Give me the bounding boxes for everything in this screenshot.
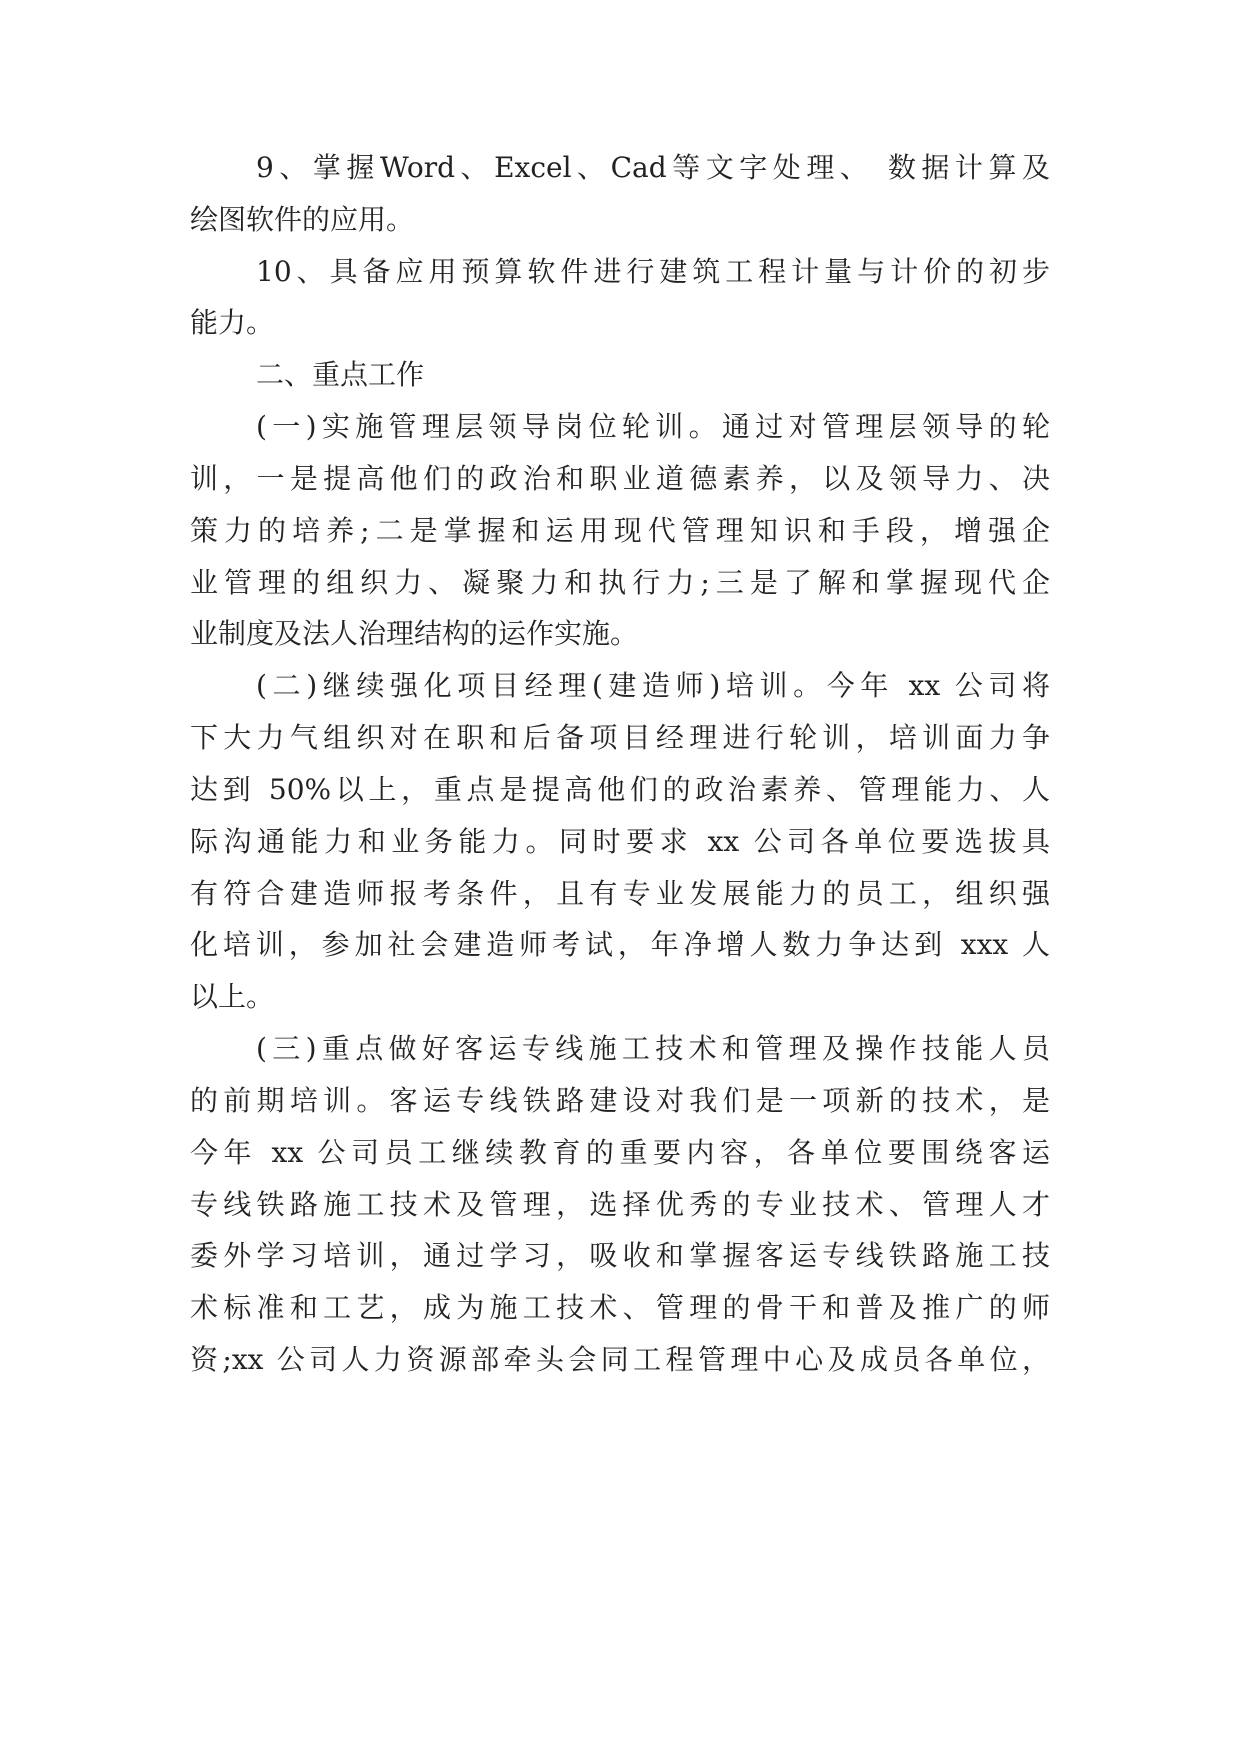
paragraph-line: (三)重点做好客运专线施工技术和管理及操作技能人员: [256, 1032, 1050, 1065]
paragraph-line: 下大力气组织对在职和后备项目经理进行轮训，培训面力争: [190, 721, 1050, 754]
paragraph-line: 的前期培训。客运专线铁路建设对我们是一项新的技术，是: [190, 1084, 1050, 1117]
paragraph-line: 资;xx 公司人力资源部牵头会同工程管理中心及成员各单位，: [190, 1343, 1050, 1376]
paragraph-line: 训，一是提高他们的政治和职业道德素养，以及领导力、决: [190, 462, 1050, 495]
paragraph-line: 绘图软件的应用。: [190, 203, 415, 236]
paragraph-line: 策力的培养;二是掌握和运用现代管理知识和手段，增强企: [190, 514, 1050, 547]
paragraph-line: 业管理的组织力、凝聚力和执行力;三是了解和掌握现代企: [190, 566, 1050, 599]
paragraph-line: 术标准和工艺，成为施工技术、管理的骨干和普及推广的师: [190, 1291, 1050, 1324]
section-heading: 二、重点工作: [256, 358, 425, 391]
paragraph-line: 以上。: [190, 980, 275, 1013]
paragraph-line: 专线铁路施工技术及管理，选择优秀的专业技术、管理人才: [190, 1188, 1050, 1221]
paragraph-line: (二)继续强化项目经理(建造师)培训。今年 xx 公司将: [256, 669, 1050, 702]
paragraph-line: 委外学习培训，通过学习，吸收和掌握客运专线铁路施工技: [190, 1239, 1050, 1272]
paragraph-line: (一)实施管理层领导岗位轮训。通过对管理层领导的轮: [256, 410, 1050, 443]
paragraph-line: 今年 xx 公司员工继续教育的重要内容，各单位要围绕客运: [190, 1136, 1050, 1169]
paragraph-line: 化培训，参加社会建造师考试，年净增人数力争达到 xxx 人: [190, 928, 1050, 961]
paragraph-line: 业制度及法人治理结构的运作实施。: [190, 617, 639, 650]
paragraph-line: 9、掌握Word、Excel、Cad等文字处理、 数据计算及: [256, 151, 1050, 184]
paragraph-line: 10、具备应用预算软件进行建筑工程计量与计价的初步: [256, 255, 1050, 288]
paragraph-line: 际沟通能力和业务能力。同时要求 xx 公司各单位要选拔具: [190, 825, 1050, 858]
paragraph-line: 能力。: [190, 306, 275, 339]
paragraph-line: 达到 50%以上，重点是提高他们的政治素养、管理能力、人: [190, 773, 1050, 806]
paragraph-line: 有符合建造师报考条件，且有专业发展能力的员工，组织强: [190, 877, 1050, 910]
